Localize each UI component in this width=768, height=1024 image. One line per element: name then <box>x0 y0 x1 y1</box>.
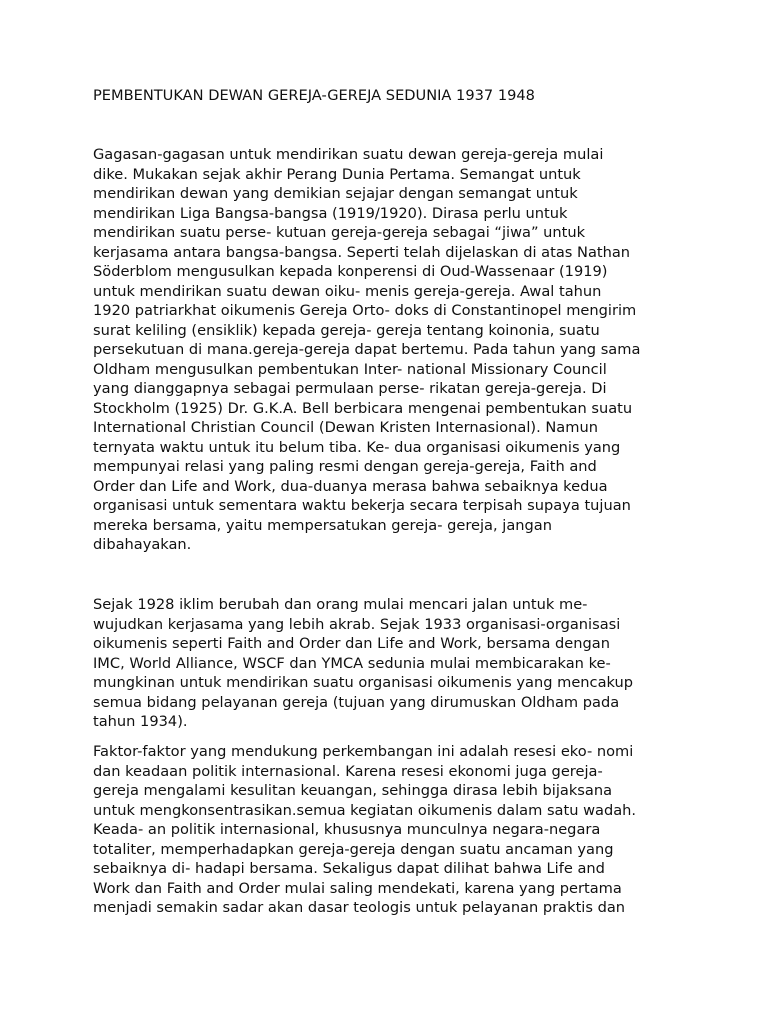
paragraph-line: untuk mendirikan suatu dewan oiku- menis gereja-gereja. Awal tahun <box>93 282 602 300</box>
document-title: PEMBENTUKAN DEWAN GEREJA-GEREJA SEDUNIA 1937 1948 <box>93 87 535 104</box>
paragraph-line: dibahayakan. <box>93 536 192 553</box>
paragraph-line: 1920 patriarkhat oikumenis Gereja Orto- doks di Constantinopel mengirim <box>93 302 637 319</box>
paragraph-line: mendirikan dewan yang demikian sejajar dengan semangat untuk <box>93 185 578 202</box>
paragraph-line: sebaiknya di- hadapi bersama. Sekaligus dapat dilihat bahwa Life and <box>93 860 605 877</box>
paragraph-line: Gagasan-gagasan untuk mendirikan suatu dewan gereja-gereja mulai <box>93 146 604 163</box>
paragraph-line: persekutuan di mana.gereja-gereja dapat bertemu. Pada tahun yang sama <box>93 341 641 358</box>
paragraph-line: dike. Mukakan sejak akhir Perang Dunia Pertama. Semangat untuk <box>93 165 581 183</box>
paragraph-line: semua bidang pelayanan gereja (tujuan yang dirumuskan Oldham pada <box>93 693 620 711</box>
paragraph-line: Söderblom mengusulkan kepada konperensi di Oud-Wassenaar (1919) <box>93 263 608 280</box>
paragraph-line: oikumenis seperti Faith and Order dan Life and Work, bersama dengan <box>93 635 610 652</box>
paragraph-2 <box>93 595 633 732</box>
paragraph-line: International Christian Council (Dewan Kristen Internasional). Namun <box>93 419 598 436</box>
paragraph-line: ternyata waktu untuk itu belum tiba. Ke- dua organisasi oikumenis yang <box>93 438 621 456</box>
paragraph-line: untuk mengkonsentrasikan.semua kegiatan oikumenis dalam satu wadah. <box>93 801 637 819</box>
paragraph-line: mempunyai relasi yang paling resmi dengan gereja-gereja, Faith and <box>93 458 597 475</box>
paragraph-line: Stockholm (1925) Dr. G.K.A. Bell berbicara mengenai pembentukan suatu <box>93 399 633 417</box>
paragraph-line: IMC, World Alliance, WSCF dan YMCA sedunia mulai membicarakan ke- <box>93 654 611 672</box>
paragraph-line: Faktor-faktor yang mendukung perkembangan ini adalah resesi eko- nomi <box>93 743 634 760</box>
paragraph-3 <box>93 742 636 918</box>
paragraph-line: mungkinan untuk mendirikan suatu organisasi oikumenis yang mencakup <box>93 674 634 691</box>
paragraph-line: kerjasama antara bangsa-bangsa. Seperti telah dijelaskan di atas Nathan <box>93 243 631 261</box>
paragraph-line: Order dan Life and Work, dua-duanya merasa bahwa sebaiknya kedua <box>93 477 608 495</box>
paragraph-line: mendirikan suatu perse- kutuan gereja-gereja sebagai “jiwa” untuk <box>93 224 586 241</box>
paragraph-line: gereja mengalami kesulitan keuangan, sehingga dirasa lebih bijaksana <box>93 782 613 799</box>
paragraph-line: Keada- an politik internasional, khususnya munculnya negara-negara <box>93 821 601 838</box>
paragraph-line: organisasi untuk sementara waktu bekerja secara terpisah supaya tujuan <box>93 497 631 514</box>
paragraph-line: Oldham mengusulkan pembentukan Inter- national Missionary Council <box>93 360 607 378</box>
paragraph-line: Work dan Faith and Order mulai saling mendekati, karena yang pertama <box>93 879 622 897</box>
paragraph-line: surat keliling (ensiklik) kepada gereja- gereja tentang koinonia, suatu <box>93 321 600 339</box>
paragraph-line: mereka bersama, yaitu mempersatukan gereja- gereja, jangan <box>93 516 552 534</box>
paragraph-line: totaliter, memperhadapkan gereja-gereja dengan suatu ancaman yang <box>93 840 614 858</box>
paragraph-line: menjadi semakin sadar akan dasar teologis untuk pelayanan praktis dan <box>93 899 626 916</box>
paragraph-line: wujudkan kerjasama yang lebih akrab. Sejak 1933 organisasi-organisasi <box>93 615 621 633</box>
paragraph-line: Sejak 1928 iklim berubah dan orang mulai mencari jalan untuk me- <box>93 596 588 613</box>
paragraph-line: yang dianggapnya sebagai permulaan perse- rikatan gereja-gereja. Di <box>93 380 607 397</box>
paragraph-1 <box>93 145 640 555</box>
paragraph-line: tahun 1934). <box>93 713 188 730</box>
paragraph-line: mendirikan Liga Bangsa-bangsa (1919/1920). Dirasa perlu untuk <box>93 204 568 222</box>
paragraph-line: dan keadaan politik internasional. Karena resesi ekonomi juga gereja- <box>93 762 603 780</box>
